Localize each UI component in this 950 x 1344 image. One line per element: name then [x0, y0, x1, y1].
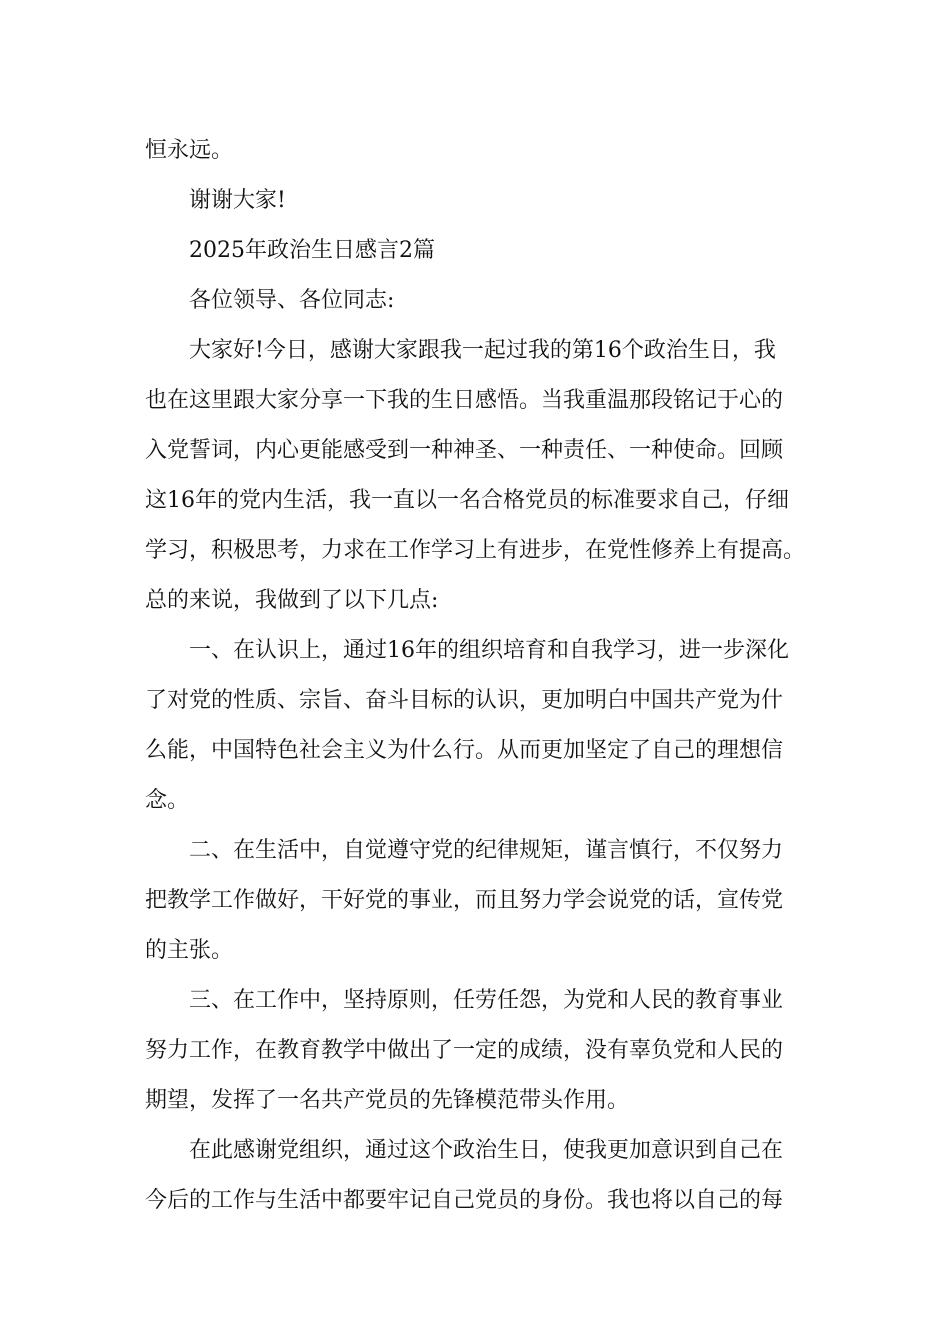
- paragraph-line: 这16年的党内生活，我一直以一名合格党员的标准要求自己，仔细: [145, 488, 789, 513]
- paragraph-line: 努力工作，在教育教学中做出了一定的成绩，没有辜负党和人民的: [145, 1038, 784, 1063]
- paragraph-line: 期望，发挥了一名共产党员的先锋模范带头作用。: [145, 1088, 630, 1113]
- paragraph-line: 了对党的性质、宗旨、奋斗目标的认识，更加明白中国共产党为什: [145, 688, 784, 713]
- paragraph-line: 三、在工作中，坚持原则，任劳任怨，为党和人民的教育事业: [189, 988, 784, 1013]
- section-title: 2025年政治生日感言2篇: [189, 238, 435, 263]
- paragraph-line: 的主张。: [145, 938, 234, 963]
- paragraph-line: 入党誓词，内心更能感受到一种神圣、一种责任、一种使命。回顾: [145, 438, 784, 463]
- paragraph-line: 大家好!今日，感谢大家跟我一起过我的第16个政治生日，我: [189, 338, 776, 363]
- paragraph-line: 也在这里跟大家分享一下我的生日感悟。当我重温那段铭记于心的: [145, 388, 784, 413]
- paragraph-line: 今后的工作与生活中都要牢记自己党员的身份。我也将以自己的每: [145, 1188, 784, 1213]
- text-line-salutation: 各位领导、各位同志:: [189, 288, 395, 313]
- paragraph-line: 二、在生活中，自觉遵守党的纪律规矩，谨言慎行，不仅努力: [189, 838, 784, 863]
- paragraph-line: 念。: [145, 788, 190, 813]
- paragraph-line: 在此感谢党组织，通过这个政治生日，使我更加意识到自己在: [189, 1138, 784, 1163]
- paragraph-line: 么能，中国特色社会主义为什么行。从而更加坚定了自己的理想信: [145, 738, 784, 763]
- text-line-closing-fragment: 恒永远。: [145, 138, 234, 163]
- text-line-thanks: 谢谢大家!: [189, 188, 286, 213]
- paragraph-line: 一、在认识上，通过16年的组织培育和自我学习，进一步深化: [189, 638, 789, 663]
- paragraph-line: 总的来说，我做到了以下几点:: [145, 588, 439, 613]
- paragraph-line: 学习，积极思考，力求在工作学习上有进步，在党性修养上有提高。: [145, 538, 806, 563]
- paragraph-line: 把教学工作做好，干好党的事业，而且努力学会说党的话，宣传党: [145, 888, 784, 913]
